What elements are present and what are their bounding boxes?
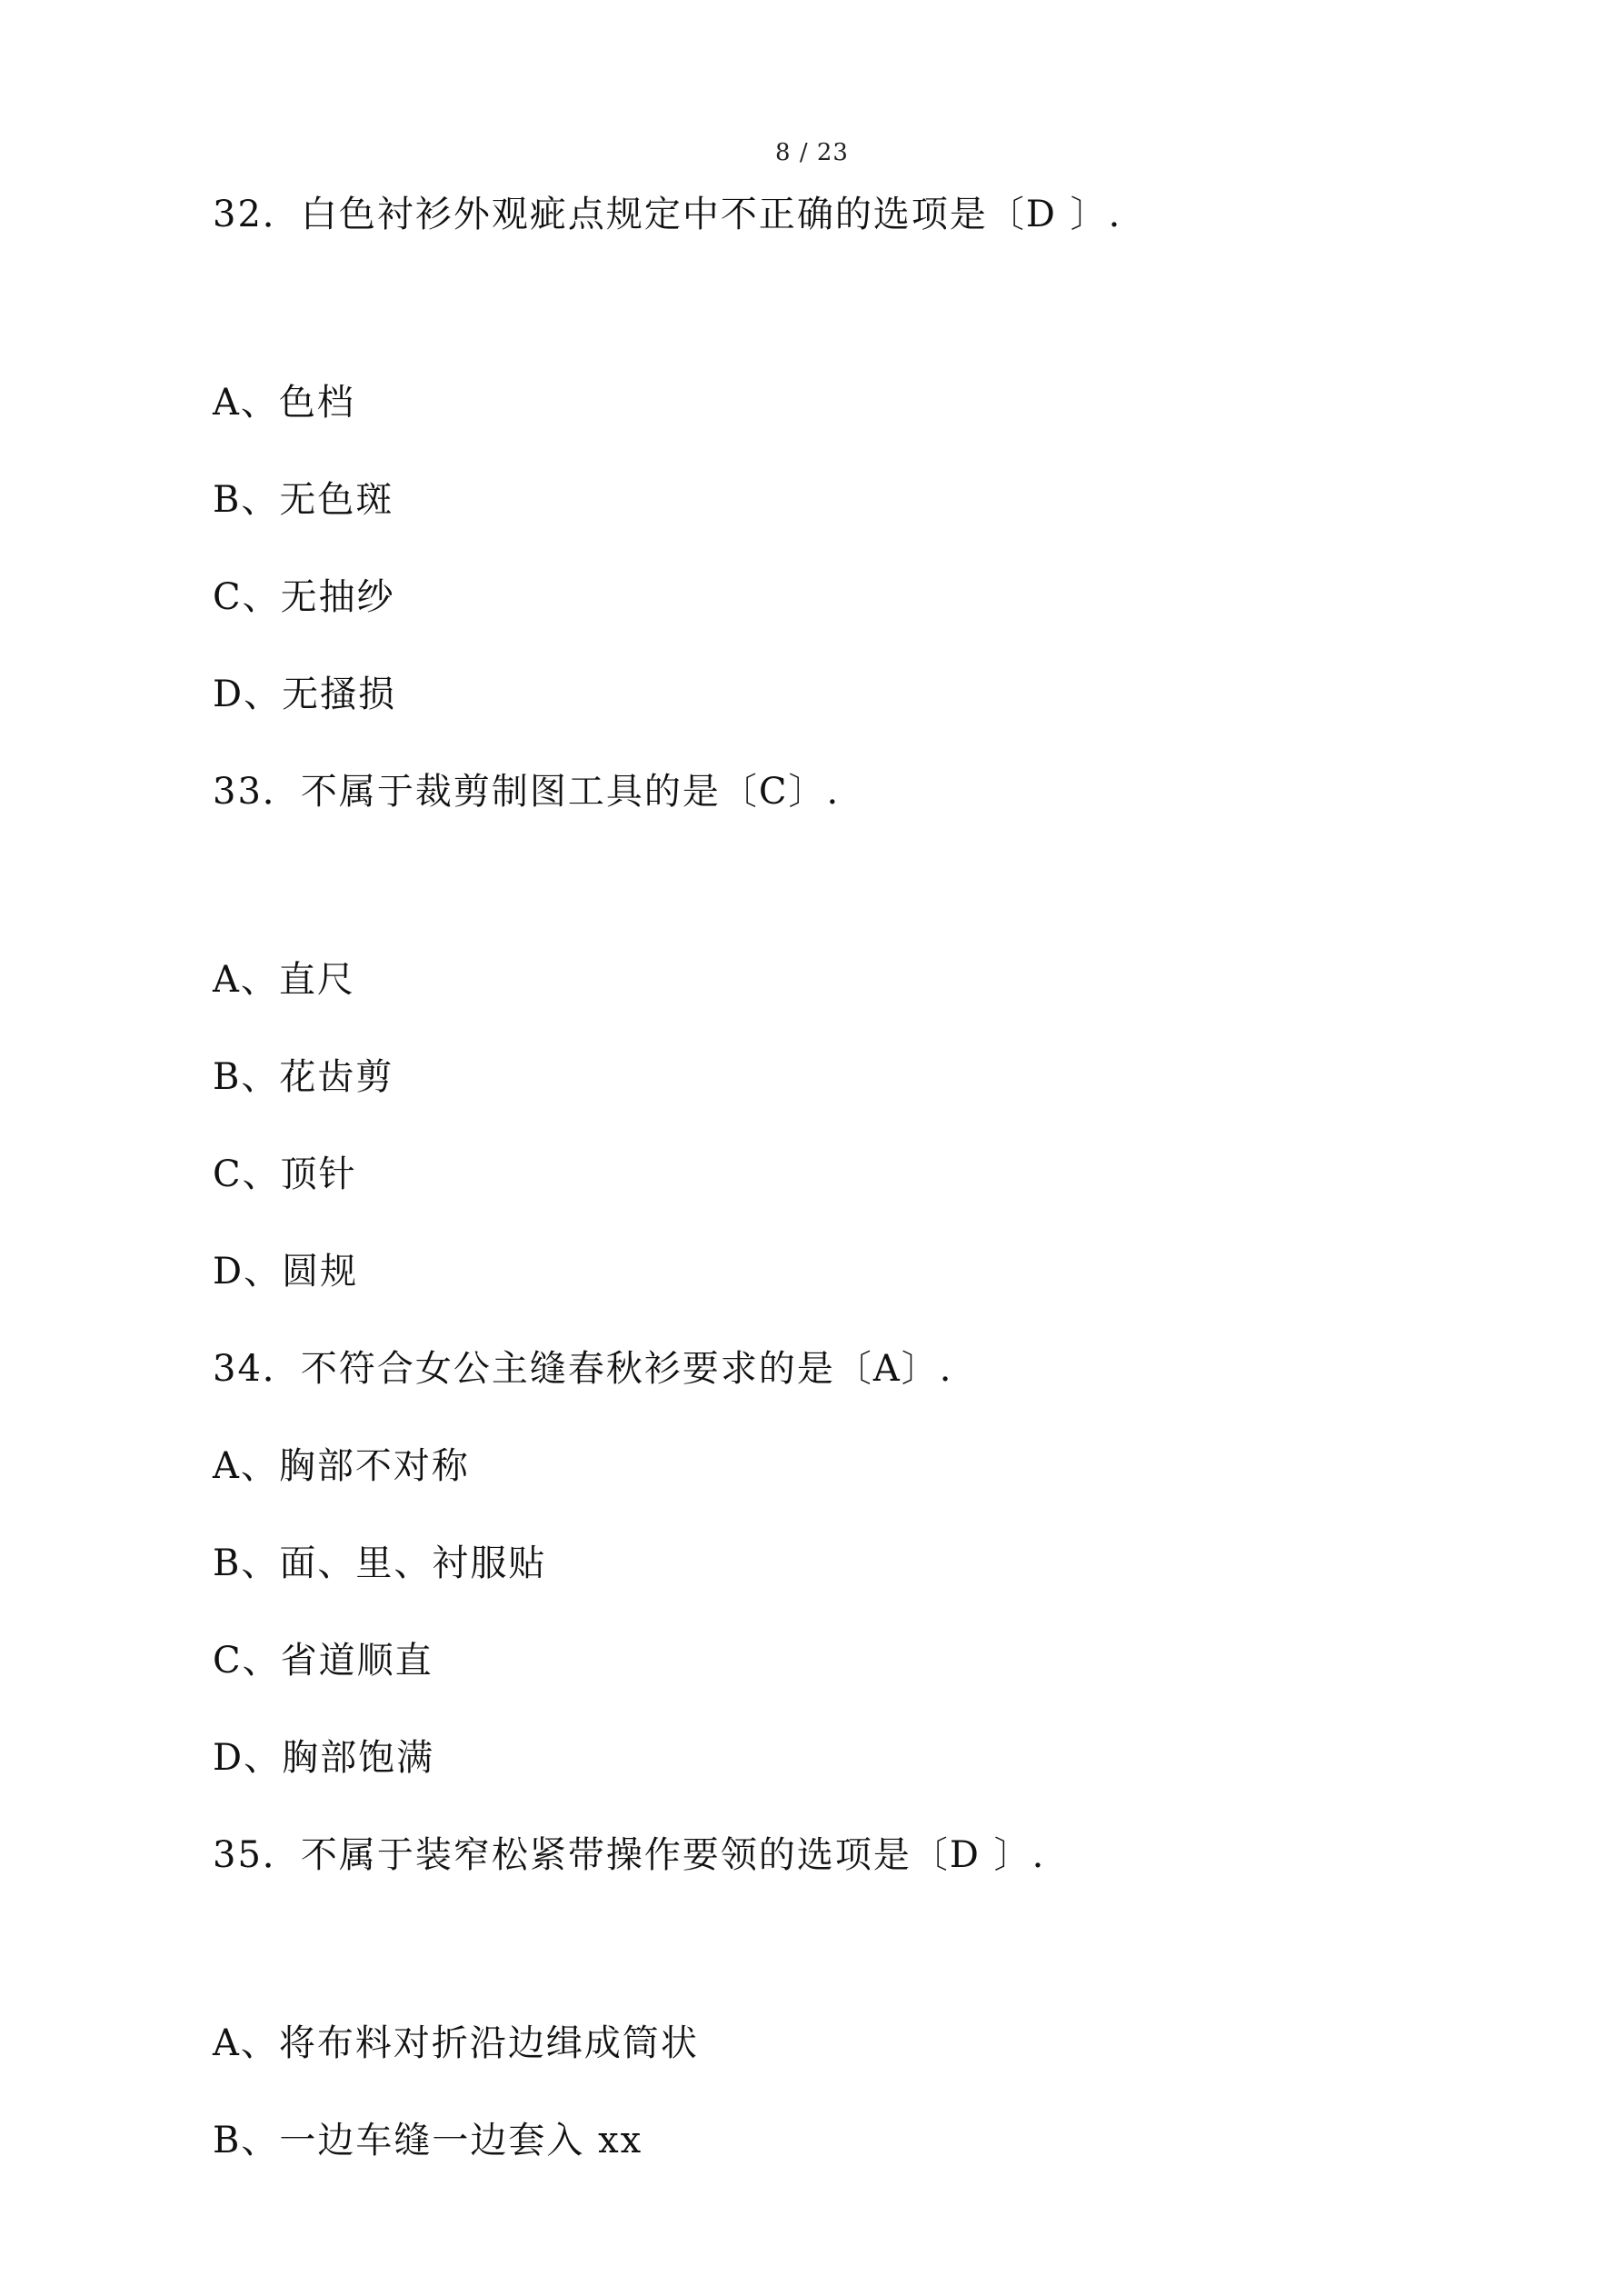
question-35-option-b: B、一边车缝一边套入 xx: [213, 2120, 643, 2161]
question-32-option-a: A、色档: [213, 382, 355, 424]
question-32-option-d: D、无搔损: [213, 674, 397, 715]
question-34-stem: 34．不符合女公主缝春秋衫要求的是〔A〕.: [213, 1348, 953, 1390]
question-35-option-a: A、将布料对折沿边缉成筒状: [213, 2022, 699, 2064]
question-35-stem: 35．不属于装窄松紧带操作要领的选项是〔D 〕.: [213, 1834, 1046, 1876]
page-number: 8 / 23: [775, 139, 849, 166]
question-33-stem: 33．不属于裁剪制图工具的是〔C〕.: [213, 771, 841, 813]
question-32-option-c: C、无抽纱: [213, 576, 395, 618]
question-33-option-a: A、直尺: [213, 959, 355, 1001]
question-33-option-d: D、圆规: [213, 1251, 359, 1293]
question-32-stem: 32．白色衬衫外观疵点规定中不正确的选项是〔D 〕.: [213, 194, 1122, 235]
question-34-option-c: C、省道顺直: [213, 1640, 433, 1682]
question-33-option-b: B、花齿剪: [213, 1056, 394, 1098]
question-34-option-d: D、胸部饱满: [213, 1737, 435, 1779]
question-32-option-b: B、无色斑: [213, 479, 394, 521]
question-33-option-c: C、顶针: [213, 1153, 357, 1195]
question-34-option-a: A、胸部不对称: [213, 1445, 470, 1487]
question-34-option-b: B、面、里、衬服贴: [213, 1542, 547, 1584]
